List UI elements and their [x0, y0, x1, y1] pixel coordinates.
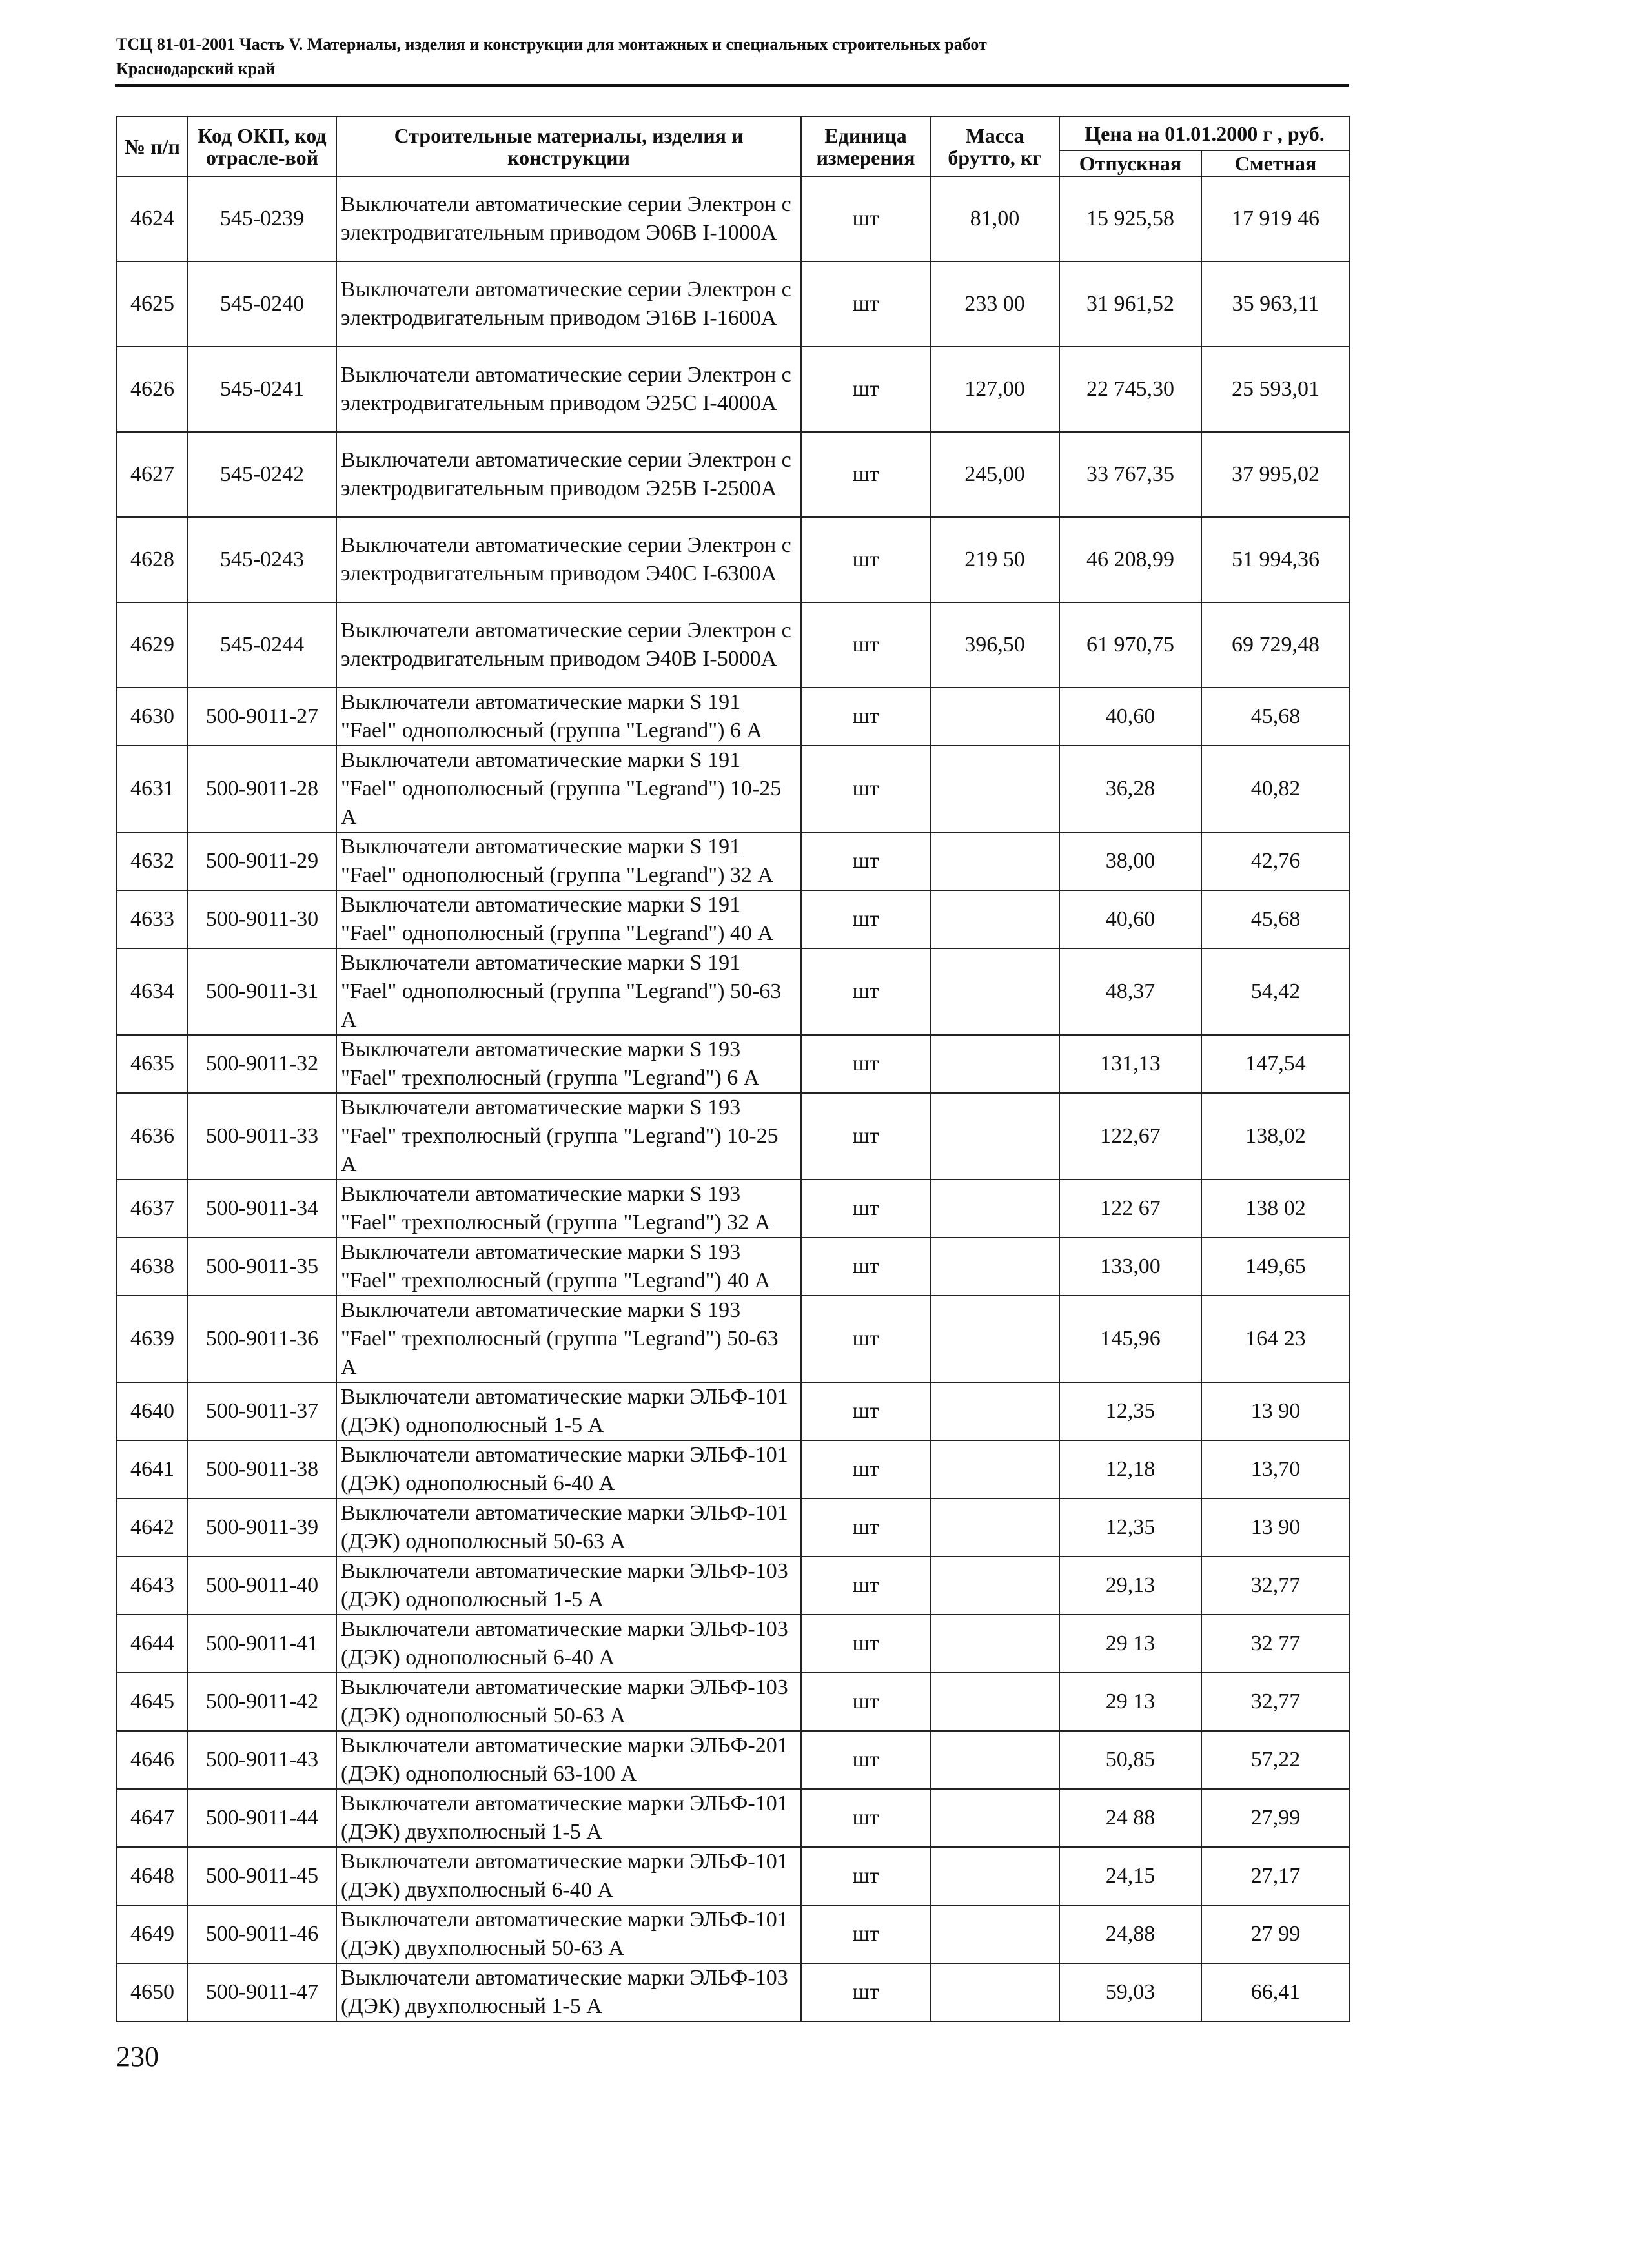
row-price-release: 122,67: [1059, 1093, 1201, 1180]
row-material-name: Выключатели автоматические марки S 193 "Fael" трехполюсный (группа "Legrand") 50-63 А: [336, 1296, 801, 1382]
row-material-name: Выключатели автоматические серии Электрон с электродвигательным приводом Э25С I-4000А: [336, 347, 801, 432]
row-price-estimate: 40,82: [1201, 746, 1350, 832]
row-mass: 219 50: [930, 517, 1059, 602]
row-price-estimate: 25 593,01: [1201, 347, 1350, 432]
row-unit: шт: [801, 1789, 930, 1847]
table-row: [117, 176, 1350, 261]
row-mass: [930, 1498, 1059, 1557]
row-unit: шт: [801, 1296, 930, 1382]
row-number: 4646: [117, 1731, 188, 1789]
row-unit: шт: [801, 1238, 930, 1296]
row-unit: шт: [801, 517, 930, 602]
row-price-release: 40,60: [1059, 890, 1201, 948]
row-okp-code: 500-9011-46: [188, 1905, 336, 1963]
row-price-release: 122 67: [1059, 1180, 1201, 1238]
row-material-name: Выключатели автоматические марки S 193 "Fael" трехполюсный (группа "Legrand") 40 А: [336, 1238, 801, 1296]
row-unit: шт: [801, 1035, 930, 1093]
row-price-estimate: 27,17: [1201, 1847, 1350, 1905]
row-number: 4628: [117, 517, 188, 602]
row-number: 4643: [117, 1557, 188, 1615]
row-price-release: 61 970,75: [1059, 602, 1201, 688]
row-okp-code: 545-0239: [188, 176, 336, 261]
row-price-estimate: 164 23: [1201, 1296, 1350, 1382]
col-header-mass: Масса брутто, кг: [930, 117, 1059, 176]
row-unit: шт: [801, 176, 930, 261]
row-price-estimate: 35 963,11: [1201, 261, 1350, 347]
row-material-name: Выключатели автоматические серии Электрон с электродвигательным приводом Э40С I-6300А: [336, 517, 801, 602]
table-row: [117, 1093, 1350, 1180]
row-price-estimate: 13 90: [1201, 1382, 1350, 1440]
table-row: [117, 688, 1350, 746]
row-material-name: Выключатели автоматические марки ЭЛЬФ-103 (ДЭК) двухполюсный 1-5 А: [336, 1963, 801, 2021]
table-row: [117, 1847, 1350, 1905]
table-row: [117, 746, 1350, 832]
row-mass: [930, 1296, 1059, 1382]
row-number: 4632: [117, 832, 188, 890]
table-row: [117, 1673, 1350, 1731]
row-unit: шт: [801, 948, 930, 1035]
row-price-release: 131,13: [1059, 1035, 1201, 1093]
table-body: [117, 176, 1350, 2021]
row-price-release: 31 961,52: [1059, 261, 1201, 347]
row-unit: шт: [801, 1093, 930, 1180]
row-mass: [930, 1238, 1059, 1296]
table-row: [117, 890, 1350, 948]
table-row: [117, 432, 1350, 517]
row-price-release: 29,13: [1059, 1557, 1201, 1615]
row-unit: шт: [801, 1615, 930, 1673]
row-price-estimate: 13 90: [1201, 1498, 1350, 1557]
row-price-estimate: 69 729,48: [1201, 602, 1350, 688]
col-header-code: Код ОКП, код отрасле-вой: [188, 117, 336, 176]
page-number: 230: [116, 2041, 159, 2072]
header-rule: [115, 84, 1349, 87]
table-row: [117, 1731, 1350, 1789]
row-unit: шт: [801, 1498, 930, 1557]
row-number: 4629: [117, 602, 188, 688]
row-price-release: 12,35: [1059, 1498, 1201, 1557]
row-mass: [930, 1440, 1059, 1498]
row-unit: шт: [801, 261, 930, 347]
row-number: 4650: [117, 1963, 188, 2021]
row-okp-code: 500-9011-33: [188, 1093, 336, 1180]
row-material-name: Выключатели автоматические марки ЭЛЬФ-101 (ДЭК) двухполюсный 50-63 А: [336, 1905, 801, 1963]
row-unit: шт: [801, 832, 930, 890]
row-price-release: 59,03: [1059, 1963, 1201, 2021]
row-unit: шт: [801, 688, 930, 746]
col-header-unit: Единица измерения: [801, 117, 930, 176]
row-number: 4634: [117, 948, 188, 1035]
table-row: [117, 1498, 1350, 1557]
row-price-estimate: 45,68: [1201, 688, 1350, 746]
col-header-price-release: Отпускная: [1059, 150, 1201, 176]
row-okp-code: 500-9011-27: [188, 688, 336, 746]
row-price-estimate: 17 919 46: [1201, 176, 1350, 261]
row-number: 4638: [117, 1238, 188, 1296]
row-okp-code: 500-9011-37: [188, 1382, 336, 1440]
row-number: 4637: [117, 1180, 188, 1238]
row-mass: [930, 1673, 1059, 1731]
row-mass: 127,00: [930, 347, 1059, 432]
header-title: ТСЦ 81-01-2001 Часть V. Материалы, изделия и конструкции для монтажных и специальных строительных работ: [116, 35, 987, 54]
row-mass: [930, 1180, 1059, 1238]
row-number: 4640: [117, 1382, 188, 1440]
table-row: [117, 1382, 1350, 1440]
row-number: 4647: [117, 1789, 188, 1847]
row-price-release: 12,35: [1059, 1382, 1201, 1440]
row-price-estimate: 138 02: [1201, 1180, 1350, 1238]
table-row: [117, 1789, 1350, 1847]
row-unit: шт: [801, 432, 930, 517]
row-material-name: Выключатели автоматические марки ЭЛЬФ-101 (ДЭК) двухполюсный 6-40 А: [336, 1847, 801, 1905]
row-mass: [930, 1035, 1059, 1093]
row-price-estimate: 32,77: [1201, 1673, 1350, 1731]
row-number: 4639: [117, 1296, 188, 1382]
row-unit: шт: [801, 1731, 930, 1789]
row-okp-code: 500-9011-43: [188, 1731, 336, 1789]
row-material-name: Выключатели автоматические марки S 193 "Fael" трехполюсный (группа "Legrand") 6 А: [336, 1035, 801, 1093]
table-row: [117, 1557, 1350, 1615]
row-price-release: 24 88: [1059, 1789, 1201, 1847]
row-okp-code: 500-9011-29: [188, 832, 336, 890]
row-price-release: 36,28: [1059, 746, 1201, 832]
row-number: 4627: [117, 432, 188, 517]
col-header-price-estimate: Сметная: [1201, 150, 1350, 176]
row-price-release: 22 745,30: [1059, 347, 1201, 432]
col-header-price-group: Цена на 01.01.2000 г , руб.: [1059, 117, 1350, 150]
row-material-name: Выключатели автоматические серии Электрон с электродвигательным приводом Э06В I-1000А: [336, 176, 801, 261]
table-row: [117, 602, 1350, 688]
row-material-name: Выключатели автоматические марки ЭЛЬФ-103 (ДЭК) однополюсный 1-5 А: [336, 1557, 801, 1615]
table-header: [117, 117, 1350, 176]
row-number: 4642: [117, 1498, 188, 1557]
row-price-release: 29 13: [1059, 1615, 1201, 1673]
row-number: 4648: [117, 1847, 188, 1905]
table-row: [117, 1905, 1350, 1963]
row-mass: [930, 1093, 1059, 1180]
row-number: 4624: [117, 176, 188, 261]
row-okp-code: 500-9011-31: [188, 948, 336, 1035]
row-price-estimate: 51 994,36: [1201, 517, 1350, 602]
row-okp-code: 500-9011-47: [188, 1963, 336, 2021]
row-mass: [930, 890, 1059, 948]
table-row: [117, 1035, 1350, 1093]
row-price-release: 145,96: [1059, 1296, 1201, 1382]
table-row: [117, 1180, 1350, 1238]
row-material-name: Выключатели автоматические марки ЭЛЬФ-101 (ДЭК) однополюсный 1-5 А: [336, 1382, 801, 1440]
row-material-name: Выключатели автоматические марки S 191 "Fael" однополюсный (группа "Legrand") 10-25 А: [336, 746, 801, 832]
row-number: 4625: [117, 261, 188, 347]
row-number: 4635: [117, 1035, 188, 1093]
row-number: 4649: [117, 1905, 188, 1963]
row-okp-code: 545-0240: [188, 261, 336, 347]
row-mass: 396,50: [930, 602, 1059, 688]
row-unit: шт: [801, 1963, 930, 2021]
table-row: [117, 948, 1350, 1035]
row-price-estimate: 45,68: [1201, 890, 1350, 948]
row-price-estimate: 147,54: [1201, 1035, 1350, 1093]
row-okp-code: 500-9011-30: [188, 890, 336, 948]
row-number: 4626: [117, 347, 188, 432]
row-price-estimate: 32 77: [1201, 1615, 1350, 1673]
row-material-name: Выключатели автоматические марки S 191 "Fael" однополюсный (группа "Legrand") 32 А: [336, 832, 801, 890]
row-number: 4641: [117, 1440, 188, 1498]
row-price-release: 33 767,35: [1059, 432, 1201, 517]
row-price-estimate: 32,77: [1201, 1557, 1350, 1615]
row-mass: [930, 1382, 1059, 1440]
table-row: [117, 1238, 1350, 1296]
row-price-estimate: 27 99: [1201, 1905, 1350, 1963]
row-mass: [930, 1963, 1059, 2021]
row-price-estimate: 54,42: [1201, 948, 1350, 1035]
row-number: 4644: [117, 1615, 188, 1673]
row-mass: [930, 1731, 1059, 1789]
row-mass: 245,00: [930, 432, 1059, 517]
table-row: [117, 1296, 1350, 1382]
row-unit: шт: [801, 602, 930, 688]
row-price-estimate: 66,41: [1201, 1963, 1350, 2021]
row-material-name: Выключатели автоматические марки S 191 "Fael" однополюсный (группа "Legrand") 50-63 А: [336, 948, 801, 1035]
row-okp-code: 500-9011-38: [188, 1440, 336, 1498]
table-row: [117, 1615, 1350, 1673]
row-material-name: Выключатели автоматические марки ЭЛЬФ-103 (ДЭК) однополюсный 6-40 А: [336, 1615, 801, 1673]
row-okp-code: 500-9011-39: [188, 1498, 336, 1557]
row-price-estimate: 149,65: [1201, 1238, 1350, 1296]
table-row: [117, 517, 1350, 602]
table-row: [117, 261, 1350, 347]
row-unit: шт: [801, 1673, 930, 1731]
row-number: 4636: [117, 1093, 188, 1180]
row-okp-code: 500-9011-42: [188, 1673, 336, 1731]
row-price-estimate: 27,99: [1201, 1789, 1350, 1847]
row-unit: шт: [801, 746, 930, 832]
row-material-name: Выключатели автоматические марки ЭЛЬФ-103 (ДЭК) однополюсный 50-63 А: [336, 1673, 801, 1731]
row-okp-code: 545-0242: [188, 432, 336, 517]
row-price-release: 12,18: [1059, 1440, 1201, 1498]
row-price-release: 46 208,99: [1059, 517, 1201, 602]
row-mass: [930, 948, 1059, 1035]
row-okp-code: 500-9011-34: [188, 1180, 336, 1238]
row-material-name: Выключатели автоматические марки S 191 "Fael" однополюсный (группа "Legrand") 6 А: [336, 688, 801, 746]
row-mass: [930, 1557, 1059, 1615]
col-header-name: Строительные материалы, изделия и конструкции: [336, 117, 801, 176]
row-price-release: 40,60: [1059, 688, 1201, 746]
row-number: 4631: [117, 746, 188, 832]
row-okp-code: 545-0244: [188, 602, 336, 688]
row-price-release: 38,00: [1059, 832, 1201, 890]
table-row: [117, 832, 1350, 890]
row-material-name: Выключатели автоматические марки S 193 "Fael" трехполюсный (группа "Legrand") 10-25 А: [336, 1093, 801, 1180]
row-okp-code: 500-9011-28: [188, 746, 336, 832]
row-price-estimate: 42,76: [1201, 832, 1350, 890]
row-mass: [930, 1615, 1059, 1673]
row-unit: шт: [801, 1905, 930, 1963]
row-price-estimate: 37 995,02: [1201, 432, 1350, 517]
row-mass: [930, 1789, 1059, 1847]
row-okp-code: 500-9011-41: [188, 1615, 336, 1673]
row-mass: [930, 1847, 1059, 1905]
row-mass: 233 00: [930, 261, 1059, 347]
row-unit: шт: [801, 1847, 930, 1905]
row-price-release: 24,15: [1059, 1847, 1201, 1905]
row-okp-code: 500-9011-40: [188, 1557, 336, 1615]
header-region: Краснодарский край: [116, 59, 276, 78]
row-material-name: Выключатели автоматические серии Электрон с электродвигательным приводом Э16В I-1600А: [336, 261, 801, 347]
table-row: [117, 347, 1350, 432]
row-price-estimate: 13,70: [1201, 1440, 1350, 1498]
row-number: 4645: [117, 1673, 188, 1731]
row-material-name: Выключатели автоматические серии Электрон с электродвигательным приводом Э40В I-5000А: [336, 602, 801, 688]
row-unit: шт: [801, 1180, 930, 1238]
row-price-estimate: 57,22: [1201, 1731, 1350, 1789]
row-unit: шт: [801, 1382, 930, 1440]
row-price-estimate: 138,02: [1201, 1093, 1350, 1180]
row-mass: [930, 688, 1059, 746]
row-material-name: Выключатели автоматические марки S 191 "Fael" однополюсный (группа "Legrand") 40 А: [336, 890, 801, 948]
row-okp-code: 500-9011-32: [188, 1035, 336, 1093]
row-material-name: Выключатели автоматические марки ЭЛЬФ-101 (ДЭК) однополюсный 50-63 А: [336, 1498, 801, 1557]
row-okp-code: 545-0243: [188, 517, 336, 602]
row-number: 4633: [117, 890, 188, 948]
row-mass: [930, 746, 1059, 832]
row-unit: шт: [801, 347, 930, 432]
table-row: [117, 1440, 1350, 1498]
row-mass: 81,00: [930, 176, 1059, 261]
row-okp-code: 500-9011-44: [188, 1789, 336, 1847]
row-material-name: Выключатели автоматические марки ЭЛЬФ-101 (ДЭК) однополюсный 6-40 А: [336, 1440, 801, 1498]
col-header-num: № п/п: [117, 117, 188, 176]
row-unit: шт: [801, 1440, 930, 1498]
row-price-release: 15 925,58: [1059, 176, 1201, 261]
row-mass: [930, 832, 1059, 890]
row-unit: шт: [801, 890, 930, 948]
row-okp-code: 500-9011-35: [188, 1238, 336, 1296]
row-price-release: 48,37: [1059, 948, 1201, 1035]
row-price-release: 50,85: [1059, 1731, 1201, 1789]
row-okp-code: 500-9011-45: [188, 1847, 336, 1905]
row-material-name: Выключатели автоматические серии Электрон с электродвигательным приводом Э25В I-2500А: [336, 432, 801, 517]
row-okp-code: 500-9011-36: [188, 1296, 336, 1382]
row-price-release: 24,88: [1059, 1905, 1201, 1963]
price-table: [116, 116, 1350, 2022]
row-material-name: Выключатели автоматические марки ЭЛЬФ-201 (ДЭК) однополюсный 63-100 А: [336, 1731, 801, 1789]
row-mass: [930, 1905, 1059, 1963]
row-price-release: 133,00: [1059, 1238, 1201, 1296]
table-row: [117, 1963, 1350, 2021]
row-material-name: Выключатели автоматические марки ЭЛЬФ-101 (ДЭК) двухполюсный 1-5 А: [336, 1789, 801, 1847]
row-okp-code: 545-0241: [188, 347, 336, 432]
row-material-name: Выключатели автоматические марки S 193 "Fael" трехполюсный (группа "Legrand") 32 А: [336, 1180, 801, 1238]
row-price-release: 29 13: [1059, 1673, 1201, 1731]
row-number: 4630: [117, 688, 188, 746]
row-unit: шт: [801, 1557, 930, 1615]
page-header: [116, 32, 1343, 81]
